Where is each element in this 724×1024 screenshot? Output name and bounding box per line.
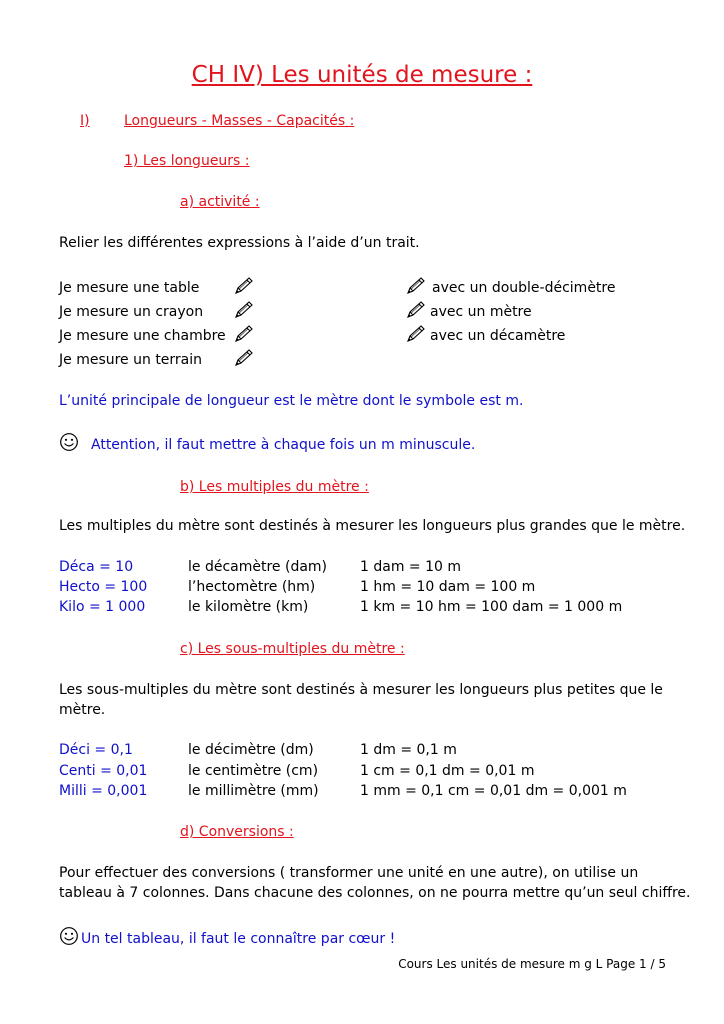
activity-heading: a) activité : bbox=[180, 194, 260, 210]
multiple-name: le kilomètre (km) bbox=[188, 599, 309, 615]
page-footer: Cours Les unités de mesure m g L Page 1 / 5 bbox=[398, 957, 666, 971]
multiples-heading: b) Les multiples du mètre : bbox=[180, 479, 369, 495]
left-item-chambre: Je mesure une chambre bbox=[59, 328, 226, 344]
multiple-equivalence: 1 dam = 10 m bbox=[360, 559, 461, 575]
smiley-icon bbox=[59, 432, 79, 452]
multiple-prefix: Kilo = 1 000 bbox=[59, 599, 146, 615]
right-item-double-decimetre: avec un double-décimètre bbox=[432, 280, 616, 296]
pencil-icon bbox=[232, 276, 254, 296]
submultiples-intro-line1: Les sous-multiples du mètre sont destinés à mesurer les longueurs plus petites que le bbox=[59, 682, 663, 698]
pencil-icon bbox=[404, 300, 426, 320]
submultiples-heading: c) Les sous-multiples du mètre : bbox=[180, 641, 405, 657]
submultiple-equivalence: 1 cm = 0,1 dm = 0,01 m bbox=[360, 763, 535, 779]
smiley-icon bbox=[59, 926, 79, 946]
right-item-decametre: avec un décamètre bbox=[430, 328, 566, 344]
multiple-prefix: Déca = 10 bbox=[59, 559, 134, 575]
final-note: Un tel tableau, il faut le connaître par cœur ! bbox=[81, 931, 396, 947]
pencil-icon bbox=[232, 300, 254, 320]
pencil-icon bbox=[232, 324, 254, 344]
submultiple-name: le millimètre (mm) bbox=[188, 783, 319, 799]
attention-note: Attention, il faut mettre à chaque fois un m minuscule. bbox=[91, 437, 476, 453]
conversions-line1: Pour effectuer des conversions ( transformer une unité en une autre), on utilise un bbox=[59, 865, 639, 881]
submultiples-intro-line2: mètre. bbox=[59, 702, 106, 718]
pencil-icon bbox=[232, 348, 254, 368]
multiple-prefix: Hecto = 100 bbox=[59, 579, 148, 595]
subsection-heading: 1) Les longueurs : bbox=[124, 153, 250, 169]
submultiple-name: le centimètre (cm) bbox=[188, 763, 319, 779]
main-unit-statement: L’unité principale de longueur est le mètre dont le symbole est m. bbox=[59, 393, 524, 409]
left-item-terrain: Je mesure un terrain bbox=[59, 352, 203, 368]
right-item-metre: avec un mètre bbox=[430, 304, 532, 320]
submultiple-prefix: Déci = 0,1 bbox=[59, 742, 133, 758]
activity-instruction: Relier les différentes expressions à l’aide d’un trait. bbox=[59, 235, 420, 251]
section-number: I) bbox=[80, 113, 90, 129]
submultiple-equivalence: 1 mm = 0,1 cm = 0,01 dm = 0,001 m bbox=[360, 783, 627, 799]
section-heading: Longueurs - Masses - Capacités : bbox=[124, 113, 355, 129]
submultiple-equivalence: 1 dm = 0,1 m bbox=[360, 742, 457, 758]
submultiple-name: le décimètre (dm) bbox=[188, 742, 314, 758]
multiple-equivalence: 1 hm = 10 dam = 100 m bbox=[360, 579, 536, 595]
pencil-icon bbox=[404, 324, 426, 344]
multiple-name: l’hectomètre (hm) bbox=[188, 579, 316, 595]
pencil-icon bbox=[404, 276, 426, 296]
multiple-name: le décamètre (dam) bbox=[188, 559, 328, 575]
left-item-crayon: Je mesure un crayon bbox=[59, 304, 204, 320]
page-title: CH IV) Les unités de mesure : bbox=[191, 62, 533, 88]
left-item-table: Je mesure une table bbox=[59, 280, 200, 296]
conversions-heading: d) Conversions : bbox=[180, 824, 294, 840]
multiples-intro: Les multiples du mètre sont destinés à mesurer les longueurs plus grandes que le mètre. bbox=[59, 518, 686, 534]
submultiple-prefix: Milli = 0,001 bbox=[59, 783, 148, 799]
submultiple-prefix: Centi = 0,01 bbox=[59, 763, 148, 779]
conversions-line2: tableau à 7 colonnes. Dans chacune des colonnes, on ne pourra mettre qu’un seul chiffre. bbox=[59, 885, 691, 901]
multiple-equivalence: 1 km = 10 hm = 100 dam = 1 000 m bbox=[360, 599, 623, 615]
